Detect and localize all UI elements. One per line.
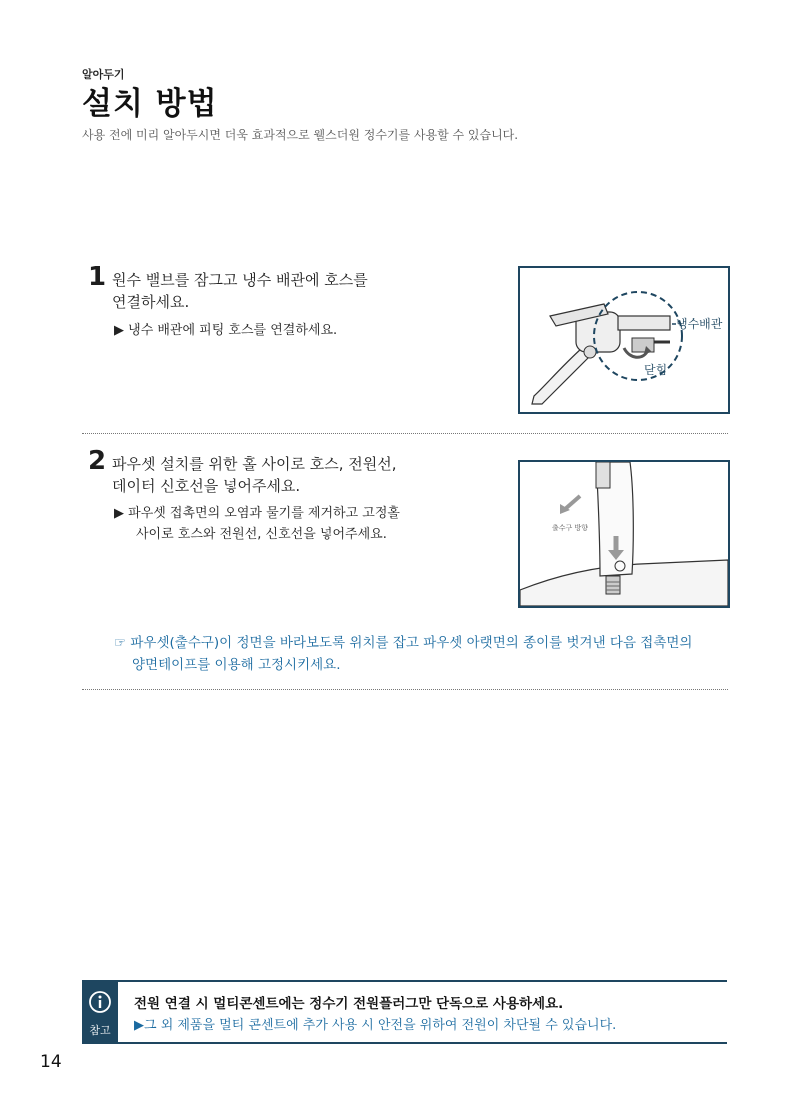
step-1-sub: ▶ 냉수 배관에 피팅 호스를 연결하세요. — [114, 323, 338, 338]
note-text — [114, 632, 724, 676]
step-1-line-2: 연결하세요. — [112, 293, 190, 311]
faucet-install-drawing — [520, 462, 728, 606]
info-line-1: 전원 연결 시 멀티콘센트에는 정수기 전원플러그만 단독으로 사용하세요. — [134, 996, 564, 1012]
pipe-label: 냉수배관 — [676, 317, 723, 331]
step-1-number: 1 — [88, 262, 107, 292]
section-label: 알아두기 — [82, 68, 125, 81]
faucet-valve-drawing — [520, 268, 728, 412]
note-line-2: 양면테이프를 이용해 고정시키세요. — [132, 657, 341, 673]
direction-label: 출수구 방향 — [552, 524, 589, 532]
step-1-text — [112, 269, 368, 313]
page-title: 설치 방법 — [82, 86, 218, 122]
step-2-line-2: 데이터 신호선을 넣어주세요. — [112, 477, 301, 495]
step-2-line-1: 파우셋 설치를 위한 홀 사이로 호스, 전원선, — [112, 455, 397, 473]
step-1-illustration — [518, 266, 730, 414]
step-2-text — [112, 453, 396, 497]
step-2-number: 2 — [88, 446, 107, 476]
step-1-line-1: 원수 밸브를 잠그고 냉수 배관에 호스를 — [112, 271, 368, 289]
divider-2 — [82, 689, 728, 690]
page-number: 14 — [40, 1052, 62, 1072]
note-line-1: ☞ 파우셋(출수구)이 정면을 바라보도록 위치를 잡고 파우셋 아랫면의 종이를 벗겨낸 다음 접촉면의 — [114, 635, 693, 651]
page-subtitle: 사용 전에 미리 알아두시면 더욱 효과적으로 웰스더원 정수기를 사용할 수 있습니다. — [82, 128, 519, 142]
info-box — [82, 980, 727, 1044]
divider-1 — [82, 433, 728, 434]
step-2-illustration — [518, 460, 730, 608]
info-icon — [82, 986, 118, 1022]
step-2-sub-line-1: ▶ 파우셋 접촉면의 오염과 물기를 제거하고 고정홀 — [114, 506, 400, 521]
close-label: 닫힘 — [644, 363, 668, 377]
info-line-2: ▶그 외 제품을 멀티 콘센트에 추가 사용 시 안전을 위하여 전원이 차단될 수 있습니다. — [134, 1018, 617, 1033]
info-label: 참고 — [89, 1024, 111, 1037]
step-2-sub-line-2: 사이로 호스와 전원선, 신호선을 넣어주세요. — [136, 527, 387, 542]
info-sidebar — [82, 982, 118, 1042]
step-2-sub — [114, 503, 400, 545]
